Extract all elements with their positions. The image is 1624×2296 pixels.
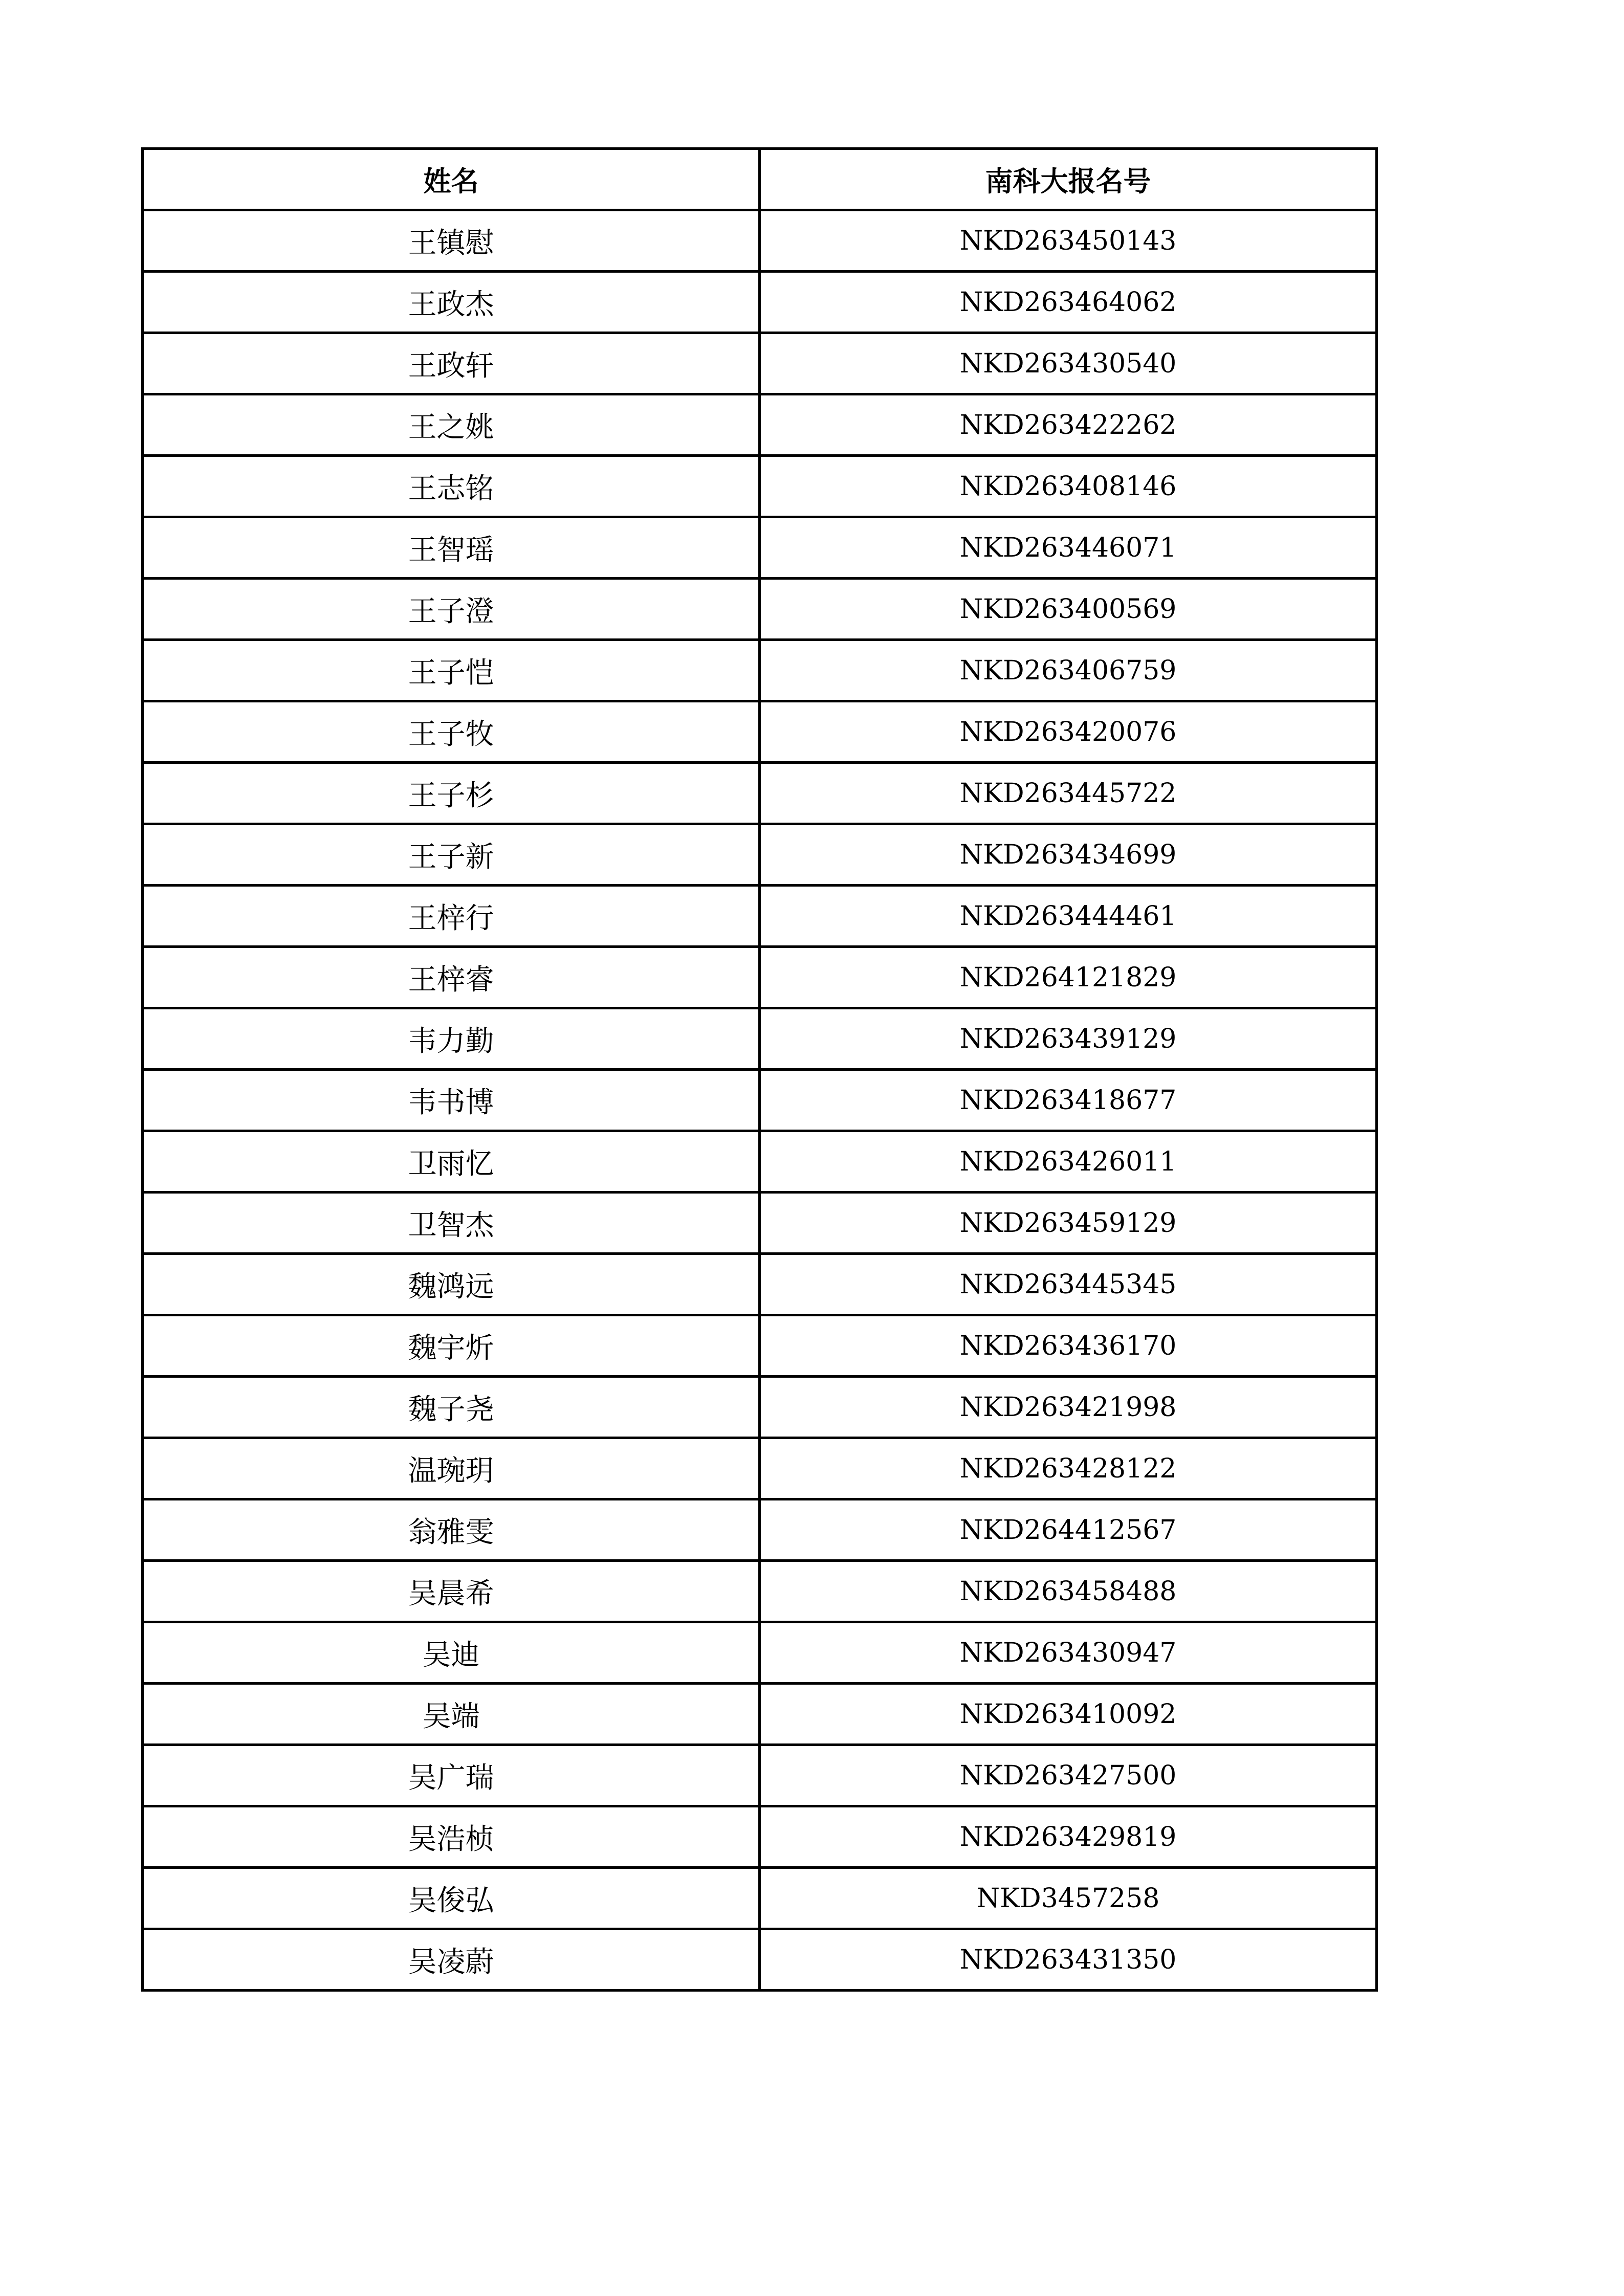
cell-registration-id: NKD263428122	[760, 1438, 1377, 1499]
cell-student-name: 吴广瑞	[143, 1745, 760, 1806]
table-row	[143, 456, 1377, 517]
cell-student-name: 卫雨忆	[143, 1131, 760, 1193]
table-row	[143, 1929, 1377, 1991]
table-row	[143, 886, 1377, 947]
table-row	[143, 1622, 1377, 1684]
cell-student-name: 吴迪	[143, 1622, 760, 1684]
cell-registration-id: NKD263422262	[760, 394, 1377, 456]
cell-registration-id: NKD263450143	[760, 210, 1377, 272]
cell-registration-id: NKD263458488	[760, 1561, 1377, 1622]
cell-student-name: 王子澄	[143, 579, 760, 640]
cell-registration-id: NKD263429819	[760, 1806, 1377, 1868]
table-row	[143, 1684, 1377, 1745]
table-row	[143, 1008, 1377, 1070]
cell-registration-id: NKD263464062	[760, 272, 1377, 333]
cell-registration-id: NKD263406759	[760, 640, 1377, 701]
cell-registration-id: NKD263430540	[760, 333, 1377, 394]
cell-registration-id: NKD3457258	[760, 1868, 1377, 1929]
cell-student-name: 吴俊弘	[143, 1868, 760, 1929]
cell-registration-id: NKD263410092	[760, 1684, 1377, 1745]
table-row	[143, 947, 1377, 1008]
cell-student-name: 王子新	[143, 824, 760, 886]
cell-student-name: 韦力勤	[143, 1008, 760, 1070]
table-row	[143, 333, 1377, 394]
cell-registration-id: NKD263446071	[760, 517, 1377, 579]
cell-student-name: 魏子尧	[143, 1377, 760, 1438]
table-row	[143, 701, 1377, 763]
cell-registration-id: NKD263445345	[760, 1254, 1377, 1315]
cell-student-name: 吴端	[143, 1684, 760, 1745]
cell-registration-id: NKD263430947	[760, 1622, 1377, 1684]
cell-student-name: 翁雅雯	[143, 1499, 760, 1561]
table-row	[143, 824, 1377, 886]
cell-registration-id: NKD263436170	[760, 1315, 1377, 1377]
table-row	[143, 210, 1377, 272]
cell-registration-id: NKD263434699	[760, 824, 1377, 886]
cell-registration-id: NKD263400569	[760, 579, 1377, 640]
table-row	[143, 1499, 1377, 1561]
table-row	[143, 1315, 1377, 1377]
table-row	[143, 1193, 1377, 1254]
cell-registration-id: NKD264121829	[760, 947, 1377, 1008]
cell-registration-id: NKD263427500	[760, 1745, 1377, 1806]
table-row	[143, 763, 1377, 824]
cell-student-name: 王智瑶	[143, 517, 760, 579]
table-row	[143, 579, 1377, 640]
cell-registration-id: NKD263445722	[760, 763, 1377, 824]
cell-student-name: 韦书博	[143, 1070, 760, 1131]
cell-student-name: 吴凌蔚	[143, 1929, 760, 1991]
cell-student-name: 魏鸿远	[143, 1254, 760, 1315]
cell-student-name: 王镇慰	[143, 210, 760, 272]
column-header-name: 姓名	[143, 149, 760, 210]
column-header-registration-id: 南科大报名号	[760, 149, 1377, 210]
cell-student-name: 吴浩桢	[143, 1806, 760, 1868]
table-row	[143, 1070, 1377, 1131]
cell-registration-id: NKD263444461	[760, 886, 1377, 947]
table-row	[143, 1868, 1377, 1929]
cell-student-name: 吴晨希	[143, 1561, 760, 1622]
cell-student-name: 王志铭	[143, 456, 760, 517]
cell-registration-id: NKD263459129	[760, 1193, 1377, 1254]
cell-student-name: 温琬玥	[143, 1438, 760, 1499]
cell-registration-id: NKD263421998	[760, 1377, 1377, 1438]
cell-student-name: 王子恺	[143, 640, 760, 701]
table-row	[143, 517, 1377, 579]
table-row	[143, 1806, 1377, 1868]
cell-registration-id: NKD263420076	[760, 701, 1377, 763]
table-row	[143, 272, 1377, 333]
cell-student-name: 王之姚	[143, 394, 760, 456]
cell-student-name: 王子牧	[143, 701, 760, 763]
table-row	[143, 640, 1377, 701]
cell-registration-id: NKD263408146	[760, 456, 1377, 517]
table-row	[143, 1561, 1377, 1622]
table-row	[143, 1745, 1377, 1806]
cell-registration-id: NKD263439129	[760, 1008, 1377, 1070]
table-row	[143, 1438, 1377, 1499]
cell-registration-id: NKD263431350	[760, 1929, 1377, 1991]
table-row	[143, 394, 1377, 456]
cell-student-name: 王梓行	[143, 886, 760, 947]
table-body	[143, 210, 1377, 1991]
cell-registration-id: NKD263418677	[760, 1070, 1377, 1131]
cell-student-name: 王梓睿	[143, 947, 760, 1008]
cell-student-name: 王政杰	[143, 272, 760, 333]
table-row	[143, 1254, 1377, 1315]
cell-student-name: 卫智杰	[143, 1193, 760, 1254]
table-header-row	[143, 149, 1377, 210]
cell-registration-id: NKD264412567	[760, 1499, 1377, 1561]
table-row	[143, 1131, 1377, 1193]
registration-table	[141, 147, 1378, 1992]
table-row	[143, 1377, 1377, 1438]
cell-student-name: 王政轩	[143, 333, 760, 394]
cell-student-name: 魏宇炘	[143, 1315, 760, 1377]
cell-registration-id: NKD263426011	[760, 1131, 1377, 1193]
cell-student-name: 王子杉	[143, 763, 760, 824]
